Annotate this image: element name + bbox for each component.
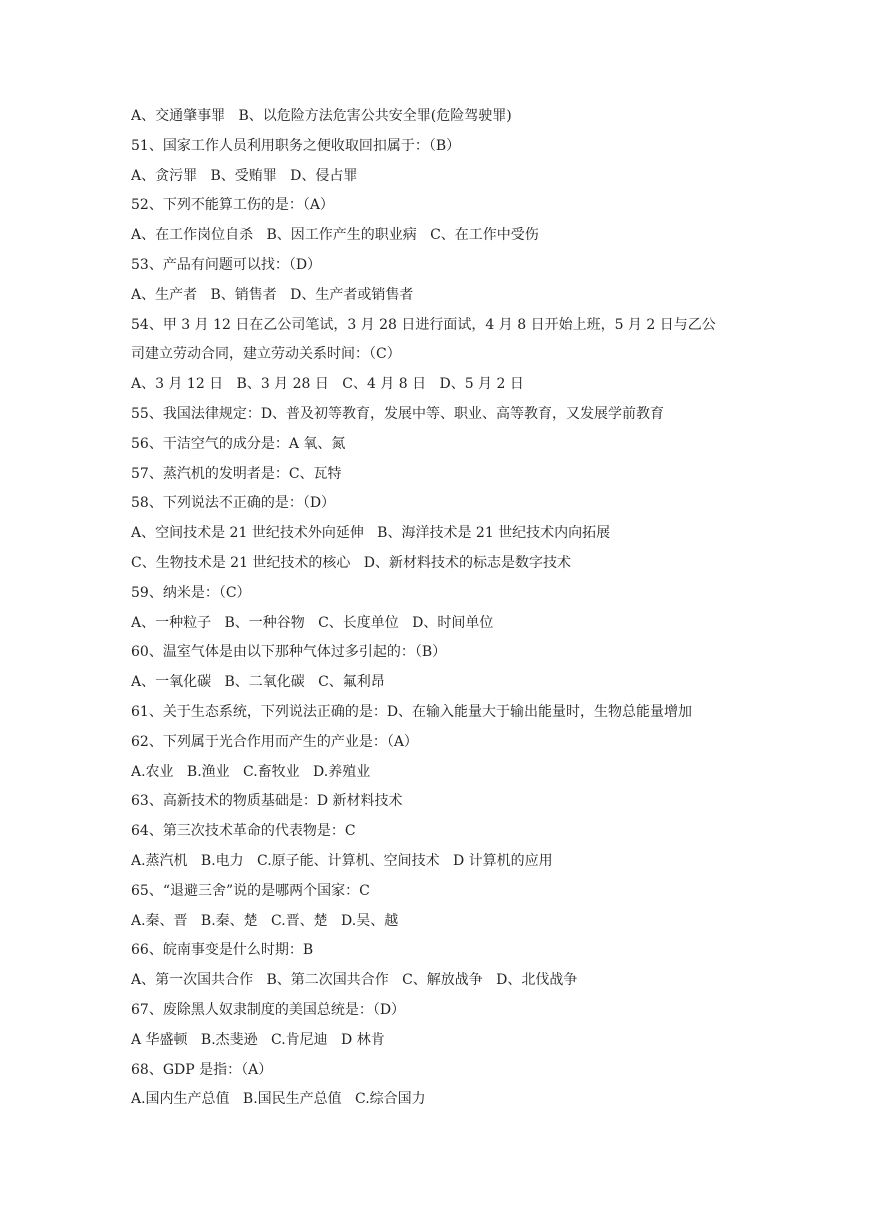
options-53: A、生产者 B、销售者 D、生产者或销售者 — [131, 286, 414, 303]
question-61: 61、关于生态系统，下列说法正确的是：D、在输入能量大于输出能量时，生物总能量增加 — [131, 703, 693, 720]
question-60: 60、温室气体是由以下那种气体过多引起的：（B） — [131, 644, 447, 661]
options-65: A.秦、晋 B.秦、楚 C.晋、楚 D.吴、越 — [131, 912, 399, 929]
options-59: A、一种粒子 B、一种谷物 C、长度单位 D、时间单位 — [131, 614, 494, 631]
question-55: 55、我国法律规定：D、普及初等教育，发展中等、职业、高等教育，又发展学前教育 — [131, 405, 665, 422]
question-63: 63、高新技术的物质基础是：D 新材料技术 — [131, 793, 403, 810]
options-58-c-d: C、生物技术是 21 世纪技术的核心 D、新材料技术的标志是数字技术 — [131, 554, 572, 571]
question-51: 51、国家工作人员利用职务之便收取回扣属于：（B） — [131, 137, 461, 154]
question-65: 65、“退避三舍”说的是哪两个国家：C — [131, 882, 370, 899]
options-68: A.国内生产总值 B.国民生产总值 C.综合国力 — [131, 1091, 426, 1108]
question-64: 64、第三次技术革命的代表物是：C — [131, 823, 356, 840]
question-58: 58、下列说法不正确的是：（D） — [131, 495, 336, 512]
question-62: 62、下列属于光合作用而产生的产业是：（A） — [131, 733, 418, 750]
question-54: 54、甲 3 月 12 日在乙公司笔试，3 月 28 日进行面试，4 月 8 日开始上班，5 月 2 日与乙公 — [131, 316, 716, 333]
text-line: A、交通肇事罪 B、以危险方法危害公共安全罪(危险驾驶罪) — [131, 108, 512, 124]
question-67: 67、废除黑人奴隶制度的美国总统是：（D） — [131, 1001, 406, 1018]
question-57: 57、蒸汽机的发明者是：C、瓦特 — [131, 465, 342, 482]
options-51: A、贪污罪 B、受贿罪 D、侵占罪 — [131, 167, 358, 184]
options-58-a-b: A、空间技术是 21 世纪技术外向延伸 B、海洋技术是 21 世纪技术内向拓展 — [131, 525, 611, 542]
document-body — [131, 102, 851, 1115]
question-59: 59、纳米是：（C） — [131, 584, 251, 601]
options-62: A.农业 B.渔业 C.畜牧业 D.养殖业 — [131, 763, 371, 780]
question-68: 68、GDP 是指：（A） — [131, 1061, 273, 1078]
options-52: A、在工作岗位自杀 B、因工作产生的职业病 C、在工作中受伤 — [131, 227, 539, 244]
options-60: A、一氧化碳 B、二氧化碳 C、氟利昂 — [131, 674, 385, 691]
options-54: A、3 月 12 日 B、3 月 28 日 C、4 月 8 日 D、5 月 2 日 — [131, 376, 524, 393]
question-53: 53、产品有问题可以找：（D） — [131, 256, 322, 273]
options-67: A 华盛顿 B.杰斐逊 C.肯尼迪 D 林肯 — [131, 1031, 385, 1048]
question-54-continued: 司建立劳动合同，建立劳动关系时间：（C） — [131, 346, 401, 363]
question-66: 66、皖南事变是什么时期：B — [131, 942, 314, 959]
options-66: A、第一次国共合作 B、第二次国共合作 C、解放战争 D、北伐战争 — [131, 972, 578, 989]
options-64: A.蒸汽机 B.电力 C.原子能、计算机、空间技术 D 计算机的应用 — [131, 852, 553, 869]
question-56: 56、干洁空气的成分是：A 氧、氮 — [131, 435, 346, 452]
question-52: 52、下列不能算工伤的是：（A） — [131, 197, 334, 214]
